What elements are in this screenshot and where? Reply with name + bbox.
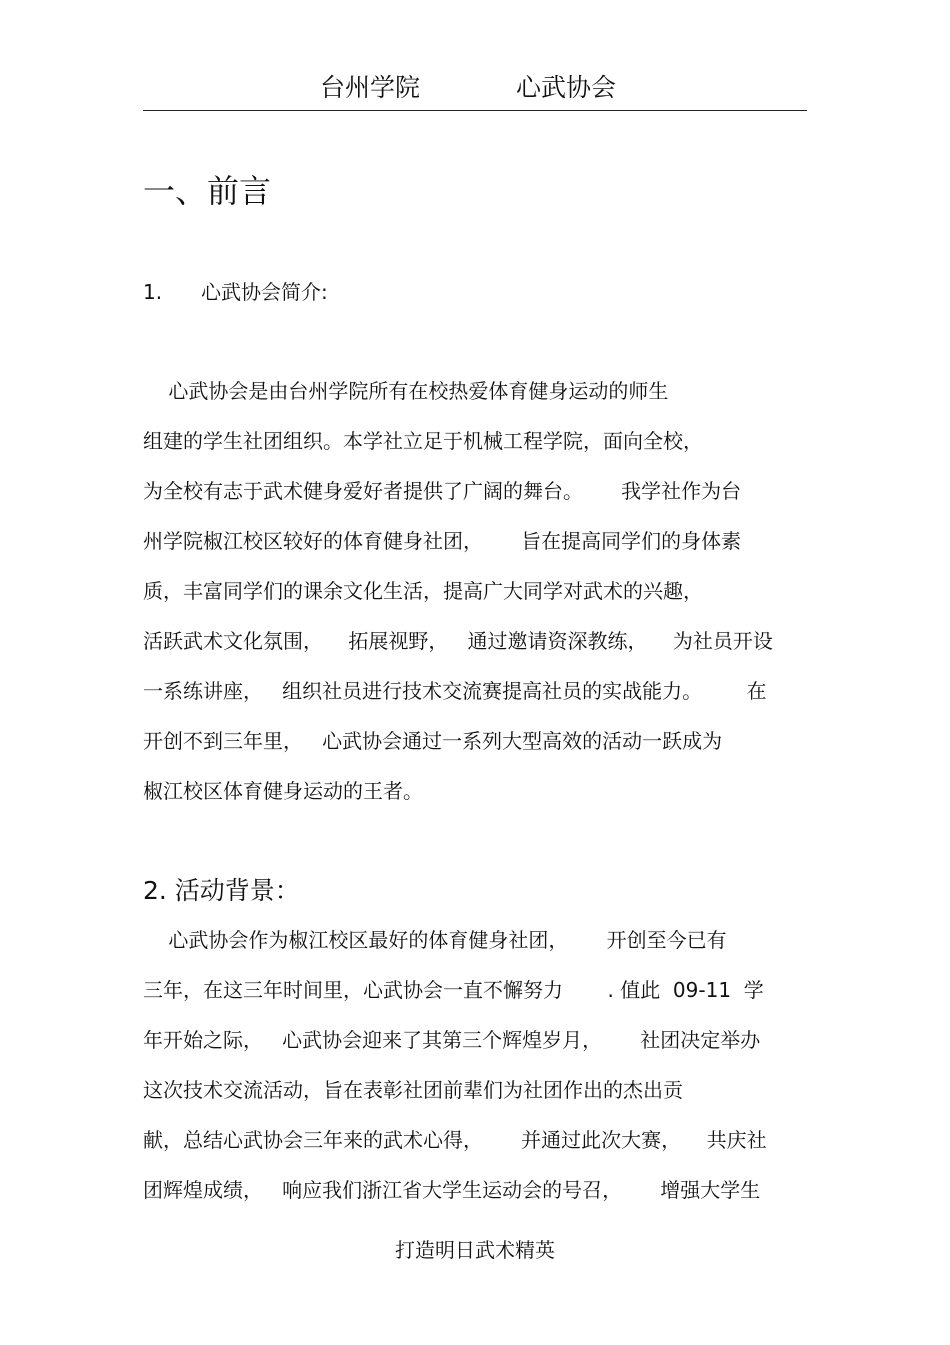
paragraph-line: 三年，在这三年时间里，心武协会一直不懈努力 . 值此 09-11 学 bbox=[143, 978, 764, 1002]
paragraph-line: 活跃武术文化氛围， 拓展视野， 通过邀请资深教练， 为社员开设 bbox=[143, 629, 773, 653]
paragraph-line: 心武协会是由台州学院所有在校热爱体育健身运动的师生 bbox=[143, 379, 669, 403]
paragraph-line: 椒江校区体育健身运动的王者。 bbox=[143, 779, 423, 803]
paragraph-line: 团辉煌成绩， 响应我们浙江省大学生运动会的号召， 增强大学生 bbox=[143, 1178, 761, 1202]
paragraph-line: 一系练讲座， 组织社员进行技术交流赛提高社员的实战能力。 在 bbox=[143, 679, 767, 703]
page-header bbox=[143, 68, 807, 111]
paragraph-line: 献，总结心武协会三年来的武术心得， 并通过此次大赛， 共庆社 bbox=[143, 1128, 767, 1152]
header-school-name: 台州学院 bbox=[320, 73, 421, 102]
paragraph-line: 组建的学生社团组织。本学社立足于机械工程学院，面向全校， bbox=[143, 429, 703, 453]
section-title: 一、前言 bbox=[143, 172, 272, 210]
background-heading: 2. 活动背景： bbox=[143, 876, 300, 905]
paragraph-line: 质，丰富同学们的课余文化生活，提高广大同学对武术的兴趣， bbox=[143, 579, 703, 603]
page-footer: 打造明日武术精英 bbox=[395, 1238, 555, 1262]
paragraph-line: 开创不到三年里， 心武协会通过一系列大型高效的活动一跃成为 bbox=[143, 729, 723, 753]
paragraph-line: 这次技术交流活动，旨在表彰社团前辈们为社团作出的杰出贡 bbox=[143, 1078, 683, 1102]
paragraph-line: 年开始之际， 心武协会迎来了其第三个辉煌岁月， 社团决定举办 bbox=[143, 1028, 761, 1052]
header-club-name: 心武协会 bbox=[516, 73, 617, 102]
paragraph-line: 心武协会作为椒江校区最好的体育健身社团， 开创至今已有 bbox=[143, 928, 727, 952]
intro-heading-number: 1. bbox=[143, 280, 163, 304]
paragraph-line: 为全校有志于武术健身爱好者提供了广阔的舞台。 我学社作为台 bbox=[143, 479, 742, 503]
paragraph-line: 州学院椒江校区较好的体育健身社团， 旨在提高同学们的身体素 bbox=[143, 529, 742, 553]
intro-heading-text: 心武协会简介: bbox=[201, 280, 328, 304]
intro-heading bbox=[143, 278, 328, 306]
